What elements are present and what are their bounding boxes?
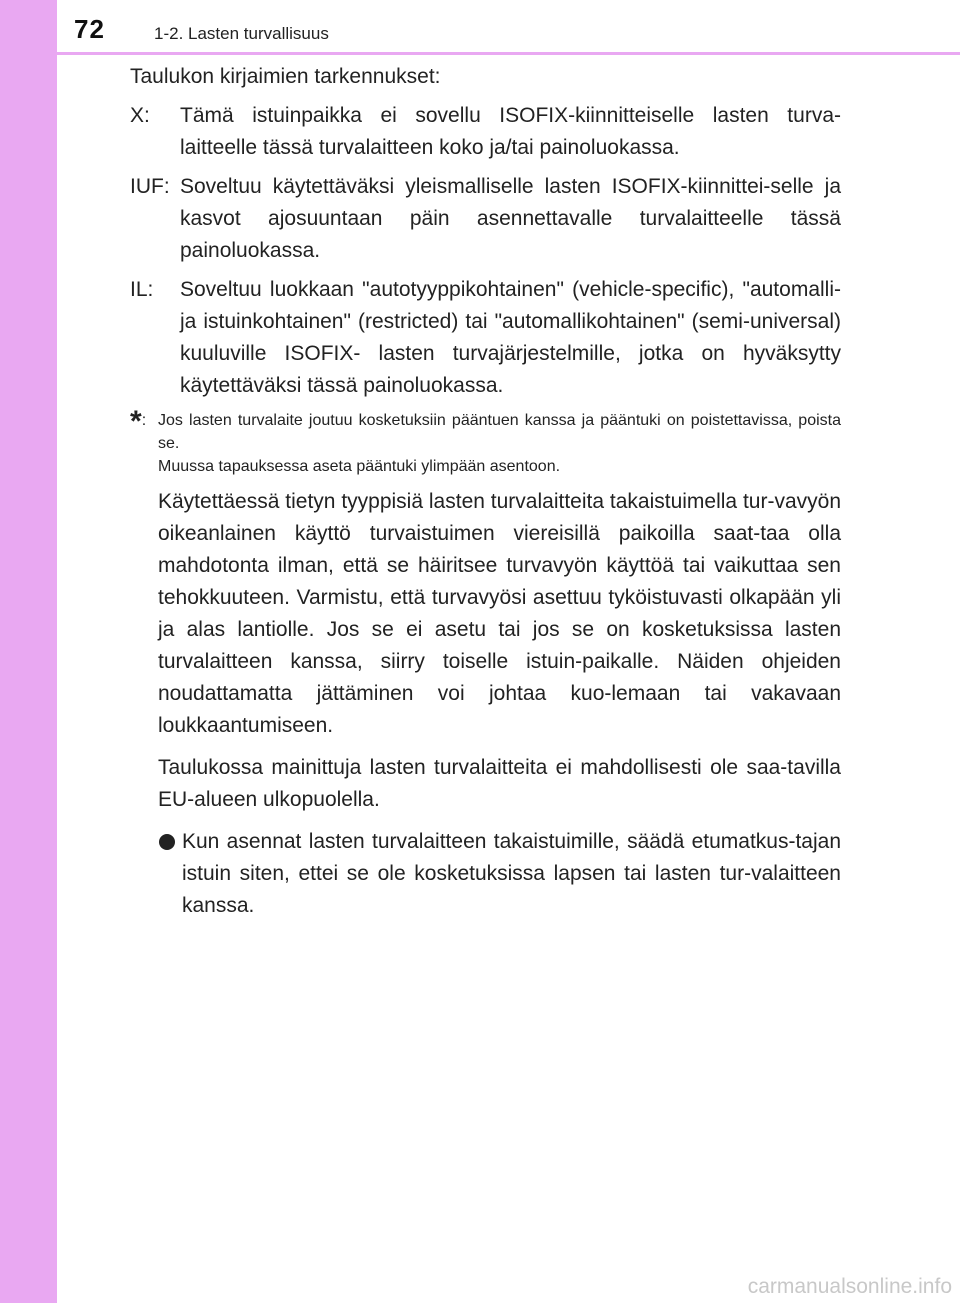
page-number: 72 bbox=[74, 14, 105, 44]
bullet-dot-icon bbox=[158, 826, 182, 922]
definition-il bbox=[130, 274, 841, 402]
definition-text: Tämä istuinpaikka ei sovellu ISOFIX-kiinnitteiselle lasten turva-laitteelle tässä turvalaitteen koko ja/tai painoluokassa. bbox=[180, 104, 841, 159]
header-rule bbox=[57, 52, 960, 55]
paragraph-seatbelt: Käytettäessä tietyn tyyppisiä lasten turvalaitteita takaistuimella tur-vavyön oikeanlainen käyttö turvaistuimen viereisillä paikoilla saat-taa olla mahdotonta ilman, että se häiritsee turvavyön käyttöä tai vaikuttaa sen tehokkuuteen. Varmistu, että turvavyösi asettuu tyköistuvasti olkapään yli ja alas lantiolle. Jos se ei asetu tai jos se on kosketuksissa lasten turvalaitteen kanssa, siirry toiselle istuin-paikalle. Näiden ohjeiden noudattamatta jättäminen voi johtaa kuo-lemaan tai vakavaan loukkaantumiseen. bbox=[158, 490, 841, 737]
section-title: 1-2. Lasten turvallisuus bbox=[154, 24, 329, 43]
paragraph-availability: Taulukossa mainittuja lasten turvalaitteita ei mahdollisesti ole saa-tavilla EU-alueen ulkopuolella. bbox=[158, 756, 841, 811]
footnote-marker bbox=[130, 405, 158, 478]
definition-key: IL: bbox=[130, 278, 154, 301]
page-content bbox=[130, 61, 841, 922]
definition-key: IUF: bbox=[130, 175, 170, 198]
footnote-line: Muussa tapauksessa aseta pääntuki ylimpään asentoon. bbox=[158, 458, 561, 475]
footnote-body bbox=[158, 409, 841, 478]
bullet-item bbox=[158, 826, 841, 922]
bullet-text: Kun asennat lasten turvalaitteen takaistuimille, säädä etumatkus-tajan istuin siten, ettei se ole kosketuksissa lapsen tai lasten tur-valaitteen kanssa. bbox=[182, 830, 841, 917]
asterisk: * bbox=[130, 405, 142, 438]
watermark: carmanualsonline.info bbox=[747, 1275, 952, 1298]
definition-key: X: bbox=[130, 104, 150, 127]
footnote-colon: : bbox=[141, 412, 147, 429]
definition-x bbox=[130, 100, 841, 164]
footnote-line: Jos lasten turvalaite joutuu kosketuksiin pääntuen kanssa ja pääntuki on poistettavissa, poista se. bbox=[158, 412, 841, 452]
definition-text: Soveltuu luokkaan "autotyyppikohtainen" (vehicle-specific), "automalli- ja istuinkohtainen" (restricted) tai "automallikohtainen" (semi-universal) kuuluville ISOFIX- lasten turvajärjestelmille, jotka on hyväksytty käytettäväksi tässä painoluokassa. bbox=[180, 278, 841, 397]
definition-text: Soveltuu käytettäväksi yleismalliselle lasten ISOFIX-kiinnittei-selle ja kasvot ajosuuntaan päin asennettavalle turvalaitteelle tässä painoluokassa. bbox=[180, 175, 841, 262]
side-tab-strip bbox=[0, 0, 57, 1303]
definitions-intro: Taulukon kirjaimien tarkennukset: bbox=[130, 65, 441, 88]
definition-iuf bbox=[130, 171, 841, 267]
footnote bbox=[130, 405, 841, 478]
